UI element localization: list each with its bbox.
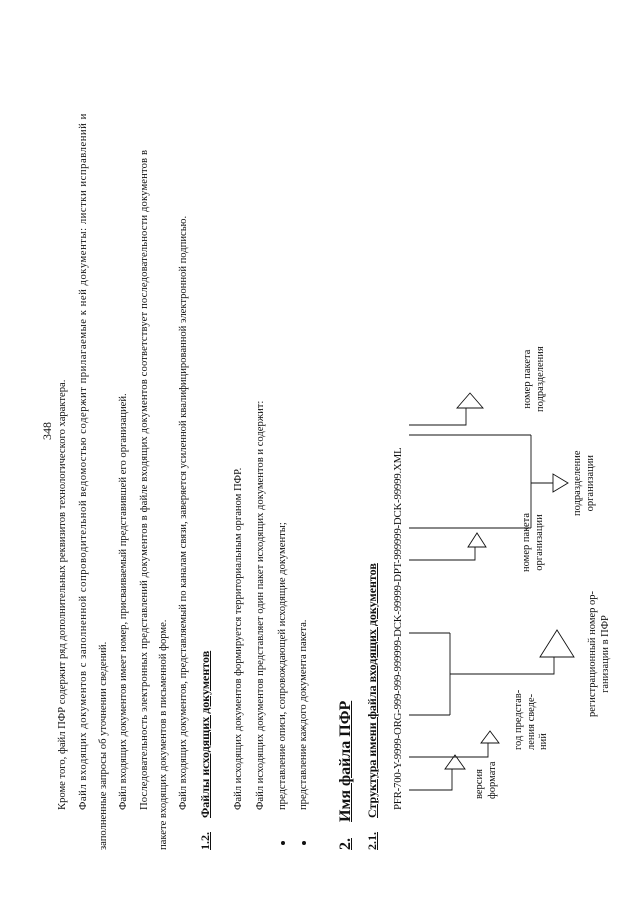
section-1-2-paragraph-2: Файл исходящих документов представляет один пакет исходящих документов и содержит: (255, 400, 266, 810)
label-registration-number: регистрационный номер ор- ганизации в ПФР (587, 591, 611, 717)
label-subdivision-package-number: номер пакета подразделения (522, 346, 546, 412)
section-1-2-paragraph-1: Файл исходящих документов формируется территориальным органом ПФР. (233, 467, 244, 810)
section-1-2-number: 1.2. (198, 832, 212, 850)
connector-line (450, 657, 554, 674)
section-2-number: 2. (337, 838, 354, 850)
section-1-2-bullet-1: представление описи, сопровождающей исходящие документы; (277, 522, 288, 810)
intro-paragraph-2-line-2: заполненные запросы об уточнении сведений. (98, 641, 109, 850)
connector-arrow (468, 533, 486, 547)
intro-paragraph-4-line-1: Последовательность электронных представлений документов в файле входящих документов соответствует последовательности документов в (139, 149, 150, 810)
intro-paragraph-2-line-1: Файл входящих документов с заполненной сопроводительной ведомостью содержит прилагаемые к ней документы: листки исправлений и (78, 113, 89, 810)
intro-paragraph-4-line-2: пакете входящих документов в письменной форме. (158, 619, 169, 850)
connector-line (409, 743, 488, 757)
intro-paragraph-1: Кроме того, файл ПФР содержит ряд дополнительных реквизитов технологического характера. (57, 379, 68, 810)
file-name-pattern: PFR-700-Y-9999-ORG-999-999-999999-DCK-99999-DPT-999999-DCK-99999.XML (392, 447, 404, 810)
label-organization-package-number: номер пакета организации (521, 512, 545, 572)
section-1-2-bullet-2: представление каждого документа пакета. (298, 619, 309, 810)
connector-line (409, 547, 475, 560)
section-2-1-title: Структура имени файла входящих документов (365, 563, 379, 818)
connector-arrow (481, 731, 499, 743)
section-2-1-number: 2.1. (365, 832, 379, 850)
section-1-2-title: Файлы исходящих документов (198, 650, 212, 818)
connector-arrow (540, 630, 574, 657)
connector-line (409, 769, 452, 790)
intro-paragraph-3: Файл входящих документов имеет номер, присваиваемый представившей его организацией. (118, 393, 129, 810)
label-format-version: версия формата (474, 761, 498, 799)
page-number: 348 (40, 422, 54, 440)
connector-arrow (457, 393, 483, 408)
section-2-title: Имя файла ПФР (337, 700, 354, 822)
label-organization-subdivision: подразделение организации (572, 450, 596, 516)
intro-paragraph-5: Файл входящих документов, представляемый по каналам связи, заверяется усиленной квалифицированной электронной подписью. (178, 215, 189, 810)
label-report-year: год представ- ления сведе- ний (513, 689, 549, 750)
connector-arrow (553, 474, 568, 492)
connector-line (409, 408, 466, 425)
